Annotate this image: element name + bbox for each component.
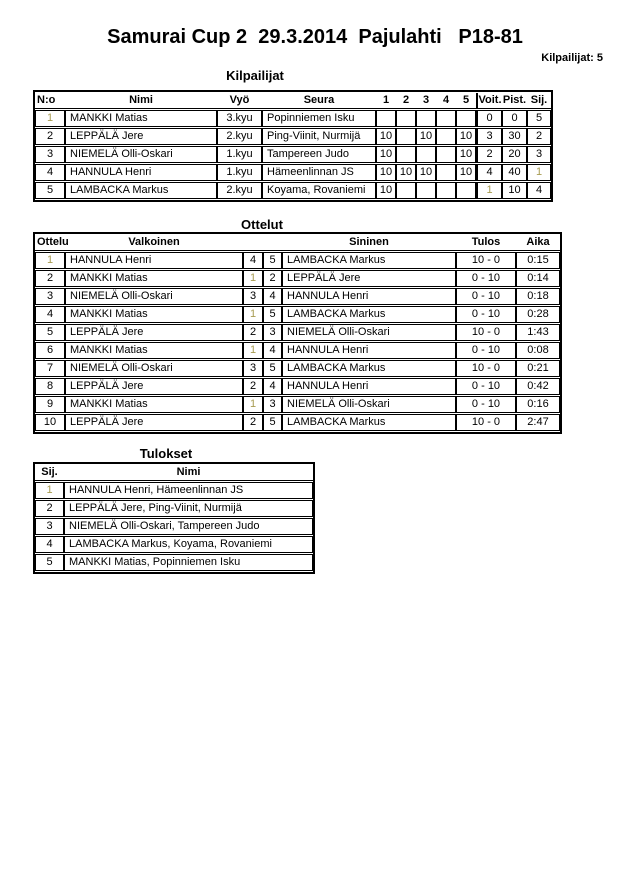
header-spacer bbox=[243, 235, 263, 251]
col-header-score-4: 4 bbox=[436, 93, 456, 109]
valkoinen-num-cell: 3 bbox=[243, 288, 263, 305]
valkoinen-cell: NIEMELÄ Olli-Oskari bbox=[65, 288, 243, 305]
aika-cell: 0:21 bbox=[516, 360, 560, 377]
seura-cell: Popinniemen Isku bbox=[262, 110, 376, 127]
match-no-cell: 4 bbox=[35, 306, 65, 323]
sij-cell: 1 bbox=[527, 164, 551, 181]
sij-cell: 3 bbox=[35, 518, 64, 535]
aika-cell: 0:08 bbox=[516, 342, 560, 359]
valkoinen-num-cell: 3 bbox=[243, 360, 263, 377]
sininen-cell: NIEMELÄ Olli-Oskari bbox=[282, 396, 456, 413]
sij-cell: 4 bbox=[35, 536, 64, 553]
score-cell bbox=[436, 110, 456, 127]
ottelut-row bbox=[35, 306, 560, 323]
sininen-cell: LEPPÄLÄ Jere bbox=[282, 270, 456, 287]
tulos-cell: 0 - 10 bbox=[456, 270, 516, 287]
match-no-cell: 7 bbox=[35, 360, 65, 377]
aika-cell: 0:16 bbox=[516, 396, 560, 413]
ottelut-header-row bbox=[35, 235, 560, 251]
valkoinen-num-cell: 2 bbox=[243, 414, 263, 431]
valkoinen-cell: MANKKI Matias bbox=[65, 306, 243, 323]
sininen-num-cell: 3 bbox=[263, 324, 282, 341]
vyo-cell: 2.kyu bbox=[217, 128, 262, 145]
kilpailijat-row bbox=[35, 182, 551, 199]
tulos-cell: 0 - 10 bbox=[456, 396, 516, 413]
ottelut-heading: Ottelut bbox=[241, 217, 283, 232]
sininen-cell: LAMBACKA Markus bbox=[282, 252, 456, 269]
seura-cell: Hämeenlinnan JS bbox=[262, 164, 376, 181]
ottelut-row bbox=[35, 288, 560, 305]
seura-cell: Koyama, Rovaniemi bbox=[262, 182, 376, 199]
valkoinen-cell: MANKKI Matias bbox=[65, 396, 243, 413]
no-cell: 4 bbox=[35, 164, 65, 181]
score-cell: 10 bbox=[376, 146, 396, 163]
voit-cell: 2 bbox=[476, 146, 502, 163]
col-header-score-1: 1 bbox=[376, 93, 396, 109]
sininen-num-cell: 5 bbox=[263, 306, 282, 323]
sininen-cell: LAMBACKA Markus bbox=[282, 306, 456, 323]
ottelut-table bbox=[33, 232, 562, 434]
tulokset-header-row bbox=[35, 465, 313, 481]
seura-cell: Ping-Viinit, Nurmijä bbox=[262, 128, 376, 145]
seura-cell: Tampereen Judo bbox=[262, 146, 376, 163]
col-header-score-3: 3 bbox=[416, 93, 436, 109]
pist-cell: 20 bbox=[502, 146, 527, 163]
score-cell bbox=[456, 110, 476, 127]
col-header-sij: Sij. bbox=[35, 465, 64, 481]
sininen-num-cell: 2 bbox=[263, 270, 282, 287]
score-cell bbox=[456, 182, 476, 199]
sininen-num-cell: 5 bbox=[263, 360, 282, 377]
col-header-score-5: 5 bbox=[456, 93, 476, 109]
valkoinen-cell: NIEMELÄ Olli-Oskari bbox=[65, 360, 243, 377]
sininen-cell: HANNULA Henri bbox=[282, 342, 456, 359]
voit-cell: 1 bbox=[476, 182, 502, 199]
aika-cell: 0:18 bbox=[516, 288, 560, 305]
tulokset-row bbox=[35, 554, 313, 571]
sininen-cell: LAMBACKA Markus bbox=[282, 360, 456, 377]
ottelut-row bbox=[35, 396, 560, 413]
ottelut-row bbox=[35, 414, 560, 431]
vyo-cell: 1.kyu bbox=[217, 164, 262, 181]
voit-cell: 4 bbox=[476, 164, 502, 181]
tulokset-heading: Tulokset bbox=[139, 446, 193, 461]
col-header-sininen: Sininen bbox=[282, 235, 456, 251]
kilpailijat-row bbox=[35, 146, 551, 163]
kilpailijat-row bbox=[35, 164, 551, 181]
sininen-cell: LAMBACKA Markus bbox=[282, 414, 456, 431]
aika-cell: 0:15 bbox=[516, 252, 560, 269]
aika-cell: 0:42 bbox=[516, 378, 560, 395]
pist-cell: 30 bbox=[502, 128, 527, 145]
valkoinen-cell: LEPPÄLÄ Jere bbox=[65, 414, 243, 431]
header-spacer bbox=[263, 235, 282, 251]
score-cell bbox=[436, 128, 456, 145]
no-cell: 5 bbox=[35, 182, 65, 199]
tulos-cell: 0 - 10 bbox=[456, 342, 516, 359]
col-header-voit: Voit. bbox=[476, 93, 502, 109]
tulos-cell: 10 - 0 bbox=[456, 324, 516, 341]
nimi-cell: LAMBACKA Markus bbox=[65, 182, 217, 199]
score-cell: 10 bbox=[376, 182, 396, 199]
nimi-cell: HANNULA Henri, Hämeenlinnan JS bbox=[64, 482, 313, 499]
score-cell bbox=[416, 146, 436, 163]
sininen-cell: NIEMELÄ Olli-Oskari bbox=[282, 324, 456, 341]
valkoinen-num-cell: 1 bbox=[243, 270, 263, 287]
col-header-no: N:o bbox=[35, 93, 65, 109]
kilpailijat-header-row bbox=[35, 93, 551, 109]
col-header-seura: Seura bbox=[262, 93, 376, 109]
score-cell: 10 bbox=[416, 128, 436, 145]
sininen-cell: HANNULA Henri bbox=[282, 288, 456, 305]
ottelut-row bbox=[35, 270, 560, 287]
col-header-score-2: 2 bbox=[396, 93, 416, 109]
tulokset-row bbox=[35, 482, 313, 499]
aika-cell: 1:43 bbox=[516, 324, 560, 341]
ottelut-row bbox=[35, 378, 560, 395]
pist-cell: 40 bbox=[502, 164, 527, 181]
kilpailijat-row bbox=[35, 128, 551, 145]
score-cell bbox=[396, 128, 416, 145]
col-header-ottelu: Ottelu bbox=[35, 235, 65, 251]
sininen-num-cell: 5 bbox=[263, 414, 282, 431]
col-header-pist: Pist. bbox=[502, 93, 527, 109]
kilpailijat-table bbox=[33, 90, 553, 202]
valkoinen-num-cell: 4 bbox=[243, 252, 263, 269]
nimi-cell: LAMBACKA Markus, Koyama, Rovaniemi bbox=[64, 536, 313, 553]
score-cell bbox=[376, 110, 396, 127]
sij-cell: 2 bbox=[527, 128, 551, 145]
match-no-cell: 8 bbox=[35, 378, 65, 395]
voit-cell: 3 bbox=[476, 128, 502, 145]
aika-cell: 0:28 bbox=[516, 306, 560, 323]
col-header-nimi: Nimi bbox=[64, 465, 313, 481]
vyo-cell: 2.kyu bbox=[217, 182, 262, 199]
sij-cell: 5 bbox=[35, 554, 64, 571]
sininen-num-cell: 3 bbox=[263, 396, 282, 413]
match-no-cell: 3 bbox=[35, 288, 65, 305]
col-header-nimi: Nimi bbox=[65, 93, 217, 109]
nimi-cell: LEPPÄLÄ Jere bbox=[65, 128, 217, 145]
score-cell bbox=[416, 110, 436, 127]
match-no-cell: 2 bbox=[35, 270, 65, 287]
tulokset-row bbox=[35, 500, 313, 517]
nimi-cell: NIEMELÄ Olli-Oskari bbox=[65, 146, 217, 163]
sij-cell: 4 bbox=[527, 182, 551, 199]
col-header-tulos: Tulos bbox=[456, 235, 516, 251]
score-cell bbox=[396, 110, 416, 127]
match-no-cell: 6 bbox=[35, 342, 65, 359]
score-cell bbox=[416, 182, 436, 199]
valkoinen-cell: LEPPÄLÄ Jere bbox=[65, 378, 243, 395]
aika-cell: 0:14 bbox=[516, 270, 560, 287]
nimi-cell: LEPPÄLÄ Jere, Ping-Viinit, Nurmijä bbox=[64, 500, 313, 517]
score-cell bbox=[396, 182, 416, 199]
score-cell: 10 bbox=[416, 164, 436, 181]
valkoinen-num-cell: 2 bbox=[243, 378, 263, 395]
nimi-cell: NIEMELÄ Olli-Oskari, Tampereen Judo bbox=[64, 518, 313, 535]
score-cell: 10 bbox=[456, 164, 476, 181]
valkoinen-cell: MANKKI Matias bbox=[65, 270, 243, 287]
tulokset-row bbox=[35, 518, 313, 535]
no-cell: 3 bbox=[35, 146, 65, 163]
sij-cell: 5 bbox=[527, 110, 551, 127]
sininen-num-cell: 4 bbox=[263, 342, 282, 359]
valkoinen-num-cell: 1 bbox=[243, 342, 263, 359]
kilpailijat-row bbox=[35, 110, 551, 127]
ottelut-row bbox=[35, 342, 560, 359]
pist-cell: 0 bbox=[502, 110, 527, 127]
page-title: Samurai Cup 2 29.3.2014 Pajulahti P18-81 bbox=[107, 26, 523, 48]
nimi-cell: HANNULA Henri bbox=[65, 164, 217, 181]
valkoinen-cell: LEPPÄLÄ Jere bbox=[65, 324, 243, 341]
tulokset-row bbox=[35, 536, 313, 553]
match-no-cell: 9 bbox=[35, 396, 65, 413]
pist-cell: 10 bbox=[502, 182, 527, 199]
score-cell: 10 bbox=[456, 146, 476, 163]
valkoinen-num-cell: 2 bbox=[243, 324, 263, 341]
sij-cell: 2 bbox=[35, 500, 64, 517]
col-header-valkoinen: Valkoinen bbox=[65, 235, 243, 251]
valkoinen-num-cell: 1 bbox=[243, 306, 263, 323]
match-no-cell: 5 bbox=[35, 324, 65, 341]
match-no-cell: 10 bbox=[35, 414, 65, 431]
sininen-num-cell: 4 bbox=[263, 378, 282, 395]
score-cell: 10 bbox=[376, 164, 396, 181]
sininen-cell: HANNULA Henri bbox=[282, 378, 456, 395]
vyo-cell: 1.kyu bbox=[217, 146, 262, 163]
tulos-cell: 10 - 0 bbox=[456, 360, 516, 377]
score-cell: 10 bbox=[396, 164, 416, 181]
sij-cell: 3 bbox=[527, 146, 551, 163]
score-cell: 10 bbox=[376, 128, 396, 145]
no-cell: 1 bbox=[35, 110, 65, 127]
ottelut-row bbox=[35, 324, 560, 341]
col-header-vyo: Vyö bbox=[217, 93, 262, 109]
sij-cell: 1 bbox=[35, 482, 64, 499]
no-cell: 2 bbox=[35, 128, 65, 145]
tulos-cell: 10 - 0 bbox=[456, 252, 516, 269]
col-header-aika: Aika bbox=[516, 235, 560, 251]
ottelut-row bbox=[35, 252, 560, 269]
valkoinen-cell: HANNULA Henri bbox=[65, 252, 243, 269]
voit-cell: 0 bbox=[476, 110, 502, 127]
ottelut-row bbox=[35, 360, 560, 377]
tulos-cell: 10 - 0 bbox=[456, 414, 516, 431]
sininen-num-cell: 5 bbox=[263, 252, 282, 269]
nimi-cell: MANKKI Matias bbox=[65, 110, 217, 127]
kilpailijat-heading: Kilpailijat bbox=[226, 68, 284, 83]
score-cell bbox=[436, 182, 456, 199]
tulos-cell: 0 - 10 bbox=[456, 378, 516, 395]
match-no-cell: 1 bbox=[35, 252, 65, 269]
tulos-cell: 0 - 10 bbox=[456, 288, 516, 305]
sininen-num-cell: 4 bbox=[263, 288, 282, 305]
score-cell bbox=[396, 146, 416, 163]
valkoinen-num-cell: 1 bbox=[243, 396, 263, 413]
aika-cell: 2:47 bbox=[516, 414, 560, 431]
score-cell bbox=[436, 146, 456, 163]
score-cell: 10 bbox=[456, 128, 476, 145]
tulokset-table bbox=[33, 462, 315, 574]
competitors-count-label: Kilpailijat: 5 bbox=[541, 52, 603, 64]
nimi-cell: MANKKI Matias, Popinniemen Isku bbox=[64, 554, 313, 571]
vyo-cell: 3.kyu bbox=[217, 110, 262, 127]
valkoinen-cell: MANKKI Matias bbox=[65, 342, 243, 359]
tulos-cell: 0 - 10 bbox=[456, 306, 516, 323]
col-header-sij: Sij. bbox=[527, 93, 551, 109]
score-cell bbox=[436, 164, 456, 181]
